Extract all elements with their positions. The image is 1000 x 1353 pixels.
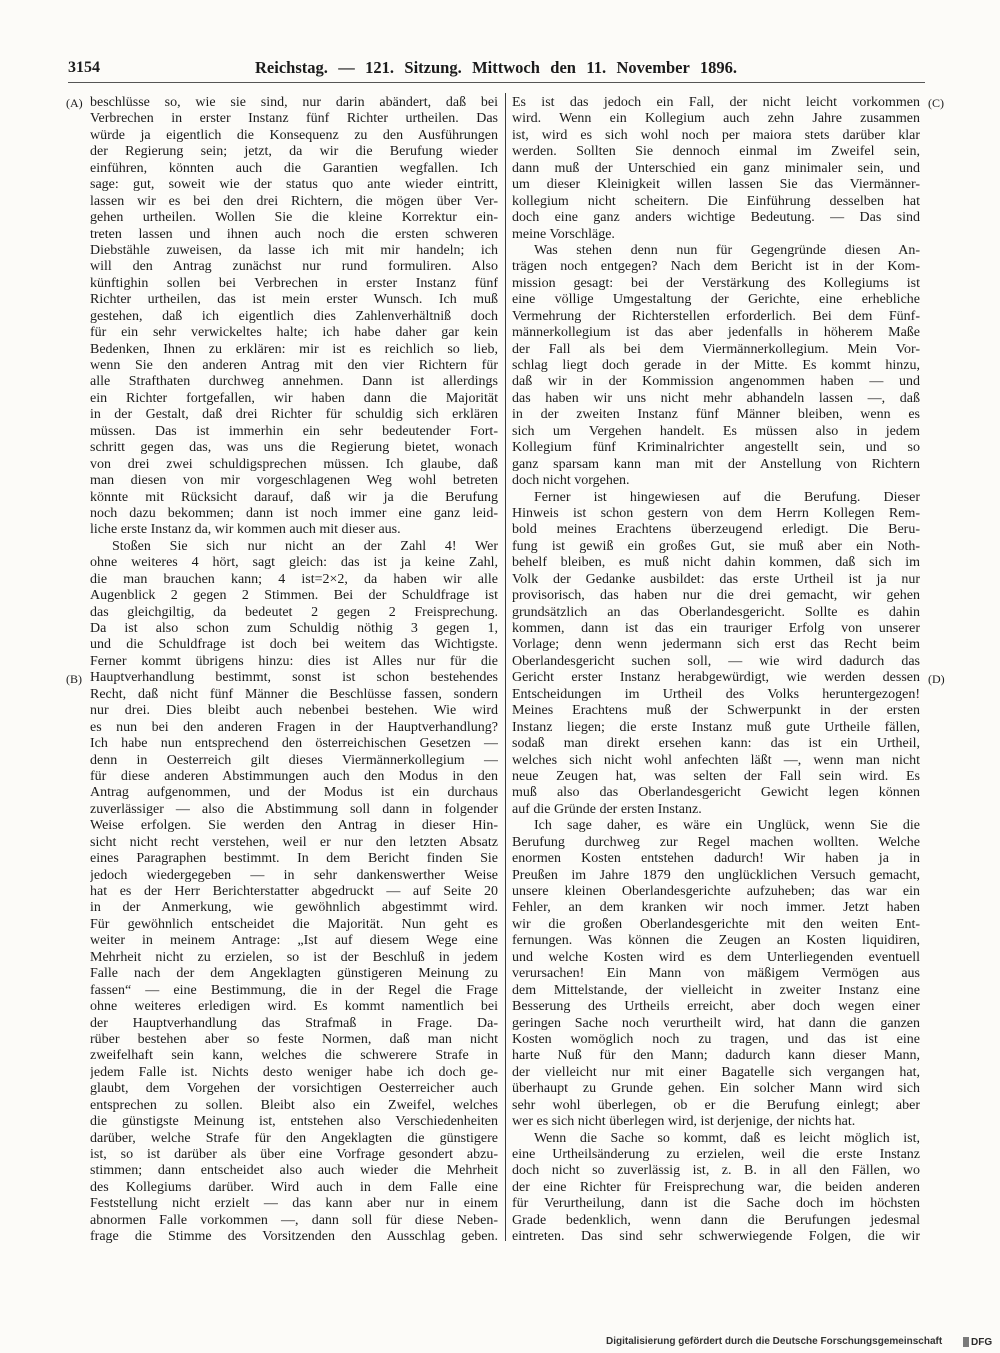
- text-line: Grade bedenklich, wenn dann die Berufungen jedesmal: [512, 1212, 920, 1228]
- dfg-logo-text: DFG: [971, 1336, 993, 1348]
- text-line: provisorisch, das haben nur die drei gemacht, wir gehen: [512, 588, 920, 604]
- text-line: könnte mit Rücksicht darauf, daß wir ja die Berufung: [90, 489, 498, 505]
- text-line: in der zweiten Instanz fünf Männer bleiben, wenn es: [512, 407, 920, 423]
- text-line: Oberlandesgericht suchen soll, — wie wird dadurch das: [512, 653, 920, 669]
- text-line: kollegium nicht scheitern. Die Einführung desselben hat: [512, 193, 920, 209]
- text-line: Vermehrung der Richterstellen erforderlich. Bei dem Fünf-: [512, 308, 920, 324]
- text-line: der vielleicht nur mit einer Bagatelle sich vergangen hat,: [512, 1064, 920, 1080]
- dfg-logo: [963, 1334, 995, 1350]
- text-line: ist, so ist darüber als über eine Vorfrage gesondert abzu-: [90, 1147, 498, 1162]
- text-line: wir die großen Oberlandesgerichte mit den weiten Ent-: [512, 916, 920, 932]
- text-line: will den Antrag zunächst nur rund formuliren. Also: [90, 259, 498, 275]
- text-line: enormen Kosten entstehen dadurch! Wir haben ja in: [512, 851, 920, 867]
- margin-mark-c: (C): [928, 96, 944, 110]
- text-line: Hauptverhandlung bestimmt, sonst ist schon bestehendes: [90, 670, 498, 686]
- text-line: für diese anderen Abstimmungen auch den Modus in den: [90, 768, 498, 784]
- text-line: um dieser Kleinigkeit willen lassen Sie das Viermänner-: [512, 177, 920, 193]
- text-line: der Hauptverhandlung das Strafmaß in Frage. Da-: [90, 1015, 498, 1031]
- text-line: Gericht erster Instanz herabgewürdigt, wie werden dessen: [512, 670, 920, 686]
- text-line: liche erste Instanz da, wir kommen auch mit dieser aus.: [90, 522, 401, 538]
- text-line: ohne weiteres 4 hört, sagt gleich: das ist ja keine Zahl,: [90, 555, 498, 571]
- text-line: gehen urtheilen. Wollen Sie die kleine Korrektur ein-: [90, 210, 498, 226]
- text-line: meine Vorschläge.: [512, 226, 615, 242]
- text-line: das haben wir uns nicht mehr abhandeln lassen —, daß: [512, 390, 920, 406]
- text-line: Ich habe nun entsprechend den österreichischen Gesetzen —: [90, 736, 498, 752]
- digitization-credit: Digitalisierung gefördert durch die Deutsche Forschungsgemeinschaft: [606, 1336, 943, 1347]
- column-divider: [505, 93, 506, 1241]
- text-line: und die Schuldfrage ist doch bei weitem das Wichtigste.: [90, 637, 498, 653]
- text-line: Preußen im Jahre 1879 den unglücklichen Versuch gemacht,: [512, 867, 920, 883]
- text-line: Verbrechen in erster Instanz fünf Richter urtheilen. Das: [90, 111, 498, 127]
- text-line: der eine Richter für Freisprechung war, die beiden anderen: [512, 1179, 920, 1195]
- text-line: Besserung des Urtheils erreicht, aber doch wegen einer: [512, 999, 920, 1015]
- margin-mark-d: (D): [928, 671, 945, 686]
- text-line: die man brauchen kann; 4 ist=2×2, da haben wir alle: [90, 571, 498, 587]
- text-line: und welche Kosten wird es dem Unterliegenden eventuell: [512, 949, 920, 965]
- text-line: Ferner kommt übrigens hinzu: dies ist Alles nur für die: [90, 653, 498, 669]
- paragraph: [90, 539, 498, 1246]
- text-line: des Kollegiums darüber. Wird auch in dem Falle eine: [90, 1179, 498, 1195]
- text-line: wer es sich nicht überlegen wird, ist derjenige, der nichts hat.: [512, 1114, 856, 1130]
- text-line: sicht nicht recht verstehen, weil er nur den letzten Absatz: [90, 834, 498, 850]
- paragraph: [90, 95, 498, 539]
- text-line: Instanz liegen; die erste Instanz muß gute Urtheile fällen,: [512, 719, 920, 735]
- text-line: wenn Sie den anderen Antrag mit den vier Richtern für: [90, 358, 498, 373]
- text-line: welches sich nicht wohl anfechten läßt —, wenn man nicht: [512, 752, 920, 768]
- text-line: treten lassen und ihnen auch noch die ersten schweren: [90, 226, 498, 242]
- text-line: dann muß der Unterschied ein ganz minimaler sein, und: [512, 160, 920, 176]
- text-line: Mehrheit nicht zu erzielen, so ist der Beschluß in jedem: [90, 949, 498, 965]
- text-line: denn in Oesterreich gilt dieses Viermännerkollegium —: [90, 752, 498, 768]
- text-line: Berufung durchweg zur Regel machen wollten. Welche: [512, 834, 920, 850]
- text-line: Recht, daß nicht fünf Männer die Beschlüsse fassen, sondern: [90, 686, 498, 702]
- text-line: jedoch wiedergegeben — in sehr dankenswerther Weise: [90, 867, 498, 883]
- text-line: zuverlässiger — also die Abstimmung soll dann in folgender: [90, 801, 498, 817]
- text-line: Weise erfolgen. Sie werden den Antrag in dieser Hin-: [90, 818, 498, 834]
- right-text-column: [512, 95, 920, 1246]
- text-line: Was stehen denn nun für Gegengründe diesen An-: [534, 242, 920, 258]
- text-line: alle Strafthaten durchweg annehmen. Dann ist allerdings: [90, 374, 498, 390]
- text-line: die günstigste Meinung ist, entstehen also Verschiedenheiten: [90, 1114, 498, 1130]
- text-line: der Regierung sein; jetzt, da wir die Berufung wieder: [90, 144, 498, 160]
- text-line: werden. Sollten Sie dennoch einmal im Zweifel sein,: [512, 144, 920, 160]
- text-line: zweifelhaft sein kann, welches die schwerere Strafe in: [90, 1048, 498, 1064]
- margin-mark-a: (A): [66, 96, 83, 110]
- text-line: ohne weiteres erledigen wird. Es kommt namentlich bei: [90, 999, 498, 1015]
- text-line: es nun bei den anderen Fragen in der Hauptverhandlung?: [90, 719, 498, 735]
- text-line: Antrag aufgenommen, und der Modus ist ein durchaus: [90, 785, 498, 801]
- text-line: Falle nach der dem Angeklagten günstigeren Meinung zu: [90, 966, 498, 982]
- text-line: trägen noch entgegen? Nach dem Bericht ist in der Kom-: [512, 259, 920, 275]
- text-line: Volk der Gedanke ausbildet: das erste Urtheil ist ja nur: [512, 571, 920, 587]
- text-line: entsprechen zu sollen. Bleibt also ein Zweifel, welches: [90, 1097, 498, 1113]
- text-line: Kollegium fünf Kriminalrichter angestellt sein, und so: [512, 440, 920, 456]
- text-line: ganz sparsam kann man mit der Anstellung von Richtern: [512, 456, 920, 472]
- text-line: das gleichgiltig, da bedeutet 2 gegen 2 Freisprechung.: [90, 604, 498, 620]
- text-line: Entscheidungen im Urtheil des Volks heruntergezogen!: [512, 686, 920, 702]
- page-number: 3154: [68, 59, 100, 76]
- text-line: eine Urtheilsänderung zu erzielen, weil die erste Instanz: [512, 1147, 920, 1162]
- text-line: daß wir in der Kommission angenommen haben — und: [512, 374, 920, 390]
- header-rule: [68, 82, 925, 83]
- text-line: beschlüsse so, wie sie sind, nur darin abändert, daß bei: [90, 95, 498, 110]
- text-line: künftighin sollen bei Verbrechen in erster Instanz fünf: [90, 275, 498, 291]
- text-line: neue Zeugen hat, was selten der Fall sein wird. Es: [512, 768, 920, 784]
- text-line: mission gesagt: bei der Verstärkung des Kollegiums ist: [512, 275, 920, 291]
- text-line: für Verurtheilung, dann ist die Sache doch im höchsten: [512, 1196, 920, 1212]
- text-line: Da ist also schon zum Schuldig nöthig 3 gegen 1,: [90, 621, 498, 636]
- text-line: müssen. Das ist immerhin ein sehr bedeutender Fort-: [90, 423, 498, 439]
- text-line: grundsätzlich an das Oberlandesgericht. Sollte es dahin: [512, 604, 920, 620]
- text-line: sodaß man direkt ersehen kann: das ist ein Urtheil,: [512, 736, 920, 752]
- text-line: weiter in meinem Antrage: „Ist auf diesem Wege eine: [90, 933, 498, 949]
- text-line: doch eine ganz anders wichtige Bedeutung. — Das sind: [512, 210, 920, 226]
- text-line: würde ja eigentlich die Konsequenz zu den Ausführungen: [90, 127, 498, 143]
- text-line: geringen Sache noch verurtheilt wird, hat dann die ganzen: [512, 1015, 920, 1031]
- text-line: man diesen von mir vorgeschlagenen Weg wohl betreten: [90, 473, 498, 489]
- text-line: nur drei. Dies bleibt auch nebenbei bestehen. Wie wird: [90, 703, 498, 719]
- text-line: abnormen Falle vorkommen —, dann soll für diese Neben-: [90, 1212, 498, 1228]
- text-line: Ferner ist hingewiesen auf die Berufung. Dieser: [534, 489, 920, 505]
- running-header-title: Reichstag. — 121. Sitzung. Mittwoch den 11. November 1896.: [255, 58, 737, 77]
- text-line: ein Richter fortgefallen, wir haben dann die Majorität: [90, 390, 498, 406]
- text-line: Feststellung nicht erzielt — das kann aber nur in einem: [90, 1196, 498, 1212]
- text-line: stimmen; dann entscheidet also auch wieder die Mehrheit: [90, 1163, 498, 1179]
- text-line: sehr wohl überlegen, ob er die Berufung einlegt; aber: [512, 1097, 920, 1113]
- text-line: fassen“ — eine Bestimmung, die in der Regel die Frage: [90, 982, 498, 998]
- text-line: Fehler, an dem kranken wir noch immer. Jetzt haben: [512, 900, 920, 916]
- text-line: darüber, welche Strafe für den Angeklagten die günstigere: [90, 1130, 498, 1146]
- text-line: männerkollegium ist das aber jedenfalls in höherem Maße: [512, 325, 920, 341]
- text-line: Es ist das jedoch ein Fall, der nicht leicht vorkommen: [512, 95, 920, 110]
- text-line: doch nicht so zuverlässig ist, z. B. in all den Fällen, wo: [512, 1163, 920, 1179]
- text-line: ist, wird es sich wohl noch per maiora stets darüber klar: [512, 127, 920, 143]
- text-line: schritt gegen das, was uns die Regierung bietet, wonach: [90, 440, 498, 456]
- text-line: muß also das Oberlandesgericht Gewicht legen können: [512, 785, 920, 801]
- left-text-column: [90, 95, 498, 1246]
- text-line: Kosten womöglich noch zu tragen, und das ist eine: [512, 1031, 920, 1047]
- paragraph: [512, 490, 920, 819]
- text-line: Diebstähle zuweisen, da lasse ich mit mir handeln; ich: [90, 242, 498, 258]
- text-line: Wenn die Sache so kommt, daß es leicht möglich ist,: [534, 1130, 920, 1146]
- text-line: eines Paragraphen bestimmt. In dem Bericht finden Sie: [90, 851, 498, 867]
- text-line: von drei zwei schuldigsprechen müssen. Ich glaube, daß: [90, 456, 498, 472]
- text-line: Bedenken, Ihnen zu erklären: mir ist es reichlich so lieb,: [90, 341, 498, 357]
- text-line: Vorlage; denn wenn jedermann sich erst das Recht beim: [512, 637, 920, 653]
- text-line: Richter urtheilen, das ist mein erster Wunsch. Ich muß: [90, 292, 498, 308]
- text-line: unsere kleinen Oberlandesgerichte aufzuheben; das war ein: [512, 884, 920, 899]
- text-line: für ein sehr verwickeltes halte; ich habe daher gar kein: [90, 325, 498, 341]
- text-line: rüber bestehen aber so feste Normen, daß man nicht: [90, 1031, 498, 1047]
- text-line: sich um Vergehen handelt. Es müssen also in jedem: [512, 423, 920, 439]
- paragraph: [512, 243, 920, 490]
- text-line: schlag liegt doch gerade in der Mitte. Es kommt hinzu,: [512, 358, 920, 373]
- text-line: eintreten. Das sind sehr schwerwiegende Folgen, die wir: [512, 1229, 920, 1245]
- paragraph: [512, 1131, 920, 1246]
- text-line: Für gewöhnlich entscheidet die Majorität. Nun geht es: [90, 916, 498, 932]
- dfg-logo-icon: [963, 1337, 969, 1347]
- text-line: einführen, könnten auch die Garantien wegfallen. Ich: [90, 160, 498, 176]
- text-line: glaubt, dem Vorgehen der vorsichtigen Oesterreicher auch: [90, 1081, 498, 1097]
- text-line: frage die Stimme des Vorsitzenden den Ausschlag geben.: [90, 1229, 498, 1245]
- margin-mark-b: (B): [66, 671, 82, 686]
- text-line: noch dazu bekommen; dann ist noch immer eine ganz leid-: [90, 505, 498, 521]
- text-line: lassen wir es bei den drei Richtern, die mögen über Ver-: [90, 193, 498, 209]
- text-line: der Fall als bei dem Viermännerkollegium. Mein Vor-: [512, 341, 920, 357]
- paragraph: [512, 95, 920, 243]
- text-line: harte Nuß für den Mann; dadurch kann dieser Mann,: [512, 1048, 920, 1064]
- text-line: doch nicht vorgehen.: [512, 473, 630, 489]
- text-line: fernungen. Was können die Zeugen an Kosten liquidiren,: [512, 933, 920, 949]
- text-line: Augenblick 2 gegen 2 Stimmen. Bei der Schuldfrage ist: [90, 588, 498, 604]
- text-line: behelf bleiben, es muß nicht dahin kommen, daß sich im: [512, 555, 920, 571]
- text-line: verursachen! Ein Mann von mäßigem Vermögen aus: [512, 966, 920, 982]
- paragraph: [512, 818, 920, 1130]
- text-line: auf die Gründe der ersten Instanz.: [512, 801, 702, 817]
- text-line: überhaupt zu Grunde gehen. Ein solcher Mann wird sich: [512, 1081, 920, 1097]
- text-line: kommen, dann ist das ein trauriger Erfolg von unserer: [512, 621, 920, 636]
- text-line: hat es der Herr Berichterstatter abgedruckt — auf Seite 20: [90, 884, 498, 899]
- text-line: eine völlige Umgestaltung der Gerichte, eine erhebliche: [512, 292, 920, 308]
- text-line: wird. Wenn ein Kollegium auch zehn Jahre zusammen: [512, 111, 920, 127]
- text-line: Stoßen Sie sich nur nicht an der Zahl 4! Wer: [112, 538, 498, 554]
- text-line: Meines Erachtens muß der Schwerpunkt in der ersten: [512, 703, 920, 719]
- text-line: jedem Falle ist. Nichts desto weniger habe ich doch ge-: [90, 1064, 498, 1080]
- text-line: Hinweis ist schon gestern von dem Herrn Kollegen Rem-: [512, 505, 920, 521]
- text-line: sage: gut, soweit wie der status quo ante wieder eintritt,: [90, 177, 498, 193]
- text-line: bold meines Erachtens überzeugend erledigt. Die Beru-: [512, 522, 920, 538]
- text-line: fung ist gewiß ein großes Gut, sie muß aber ein Noth-: [512, 538, 920, 554]
- text-line: dem Mittelstande, der vielleicht in zweiter Instanz eine: [512, 982, 920, 998]
- text-line: in der Gestalt, daß drei Richter für schuldig sich erklären: [90, 407, 498, 423]
- text-line: Ich sage daher, es wäre ein Unglück, wenn Sie die: [534, 818, 920, 834]
- text-line: gestehen, daß ich eigentlich dies Zahlenverhältniß doch: [90, 308, 498, 324]
- text-line: in der Anmerkung, wie gewöhnlich abgestimmt wird.: [90, 900, 498, 916]
